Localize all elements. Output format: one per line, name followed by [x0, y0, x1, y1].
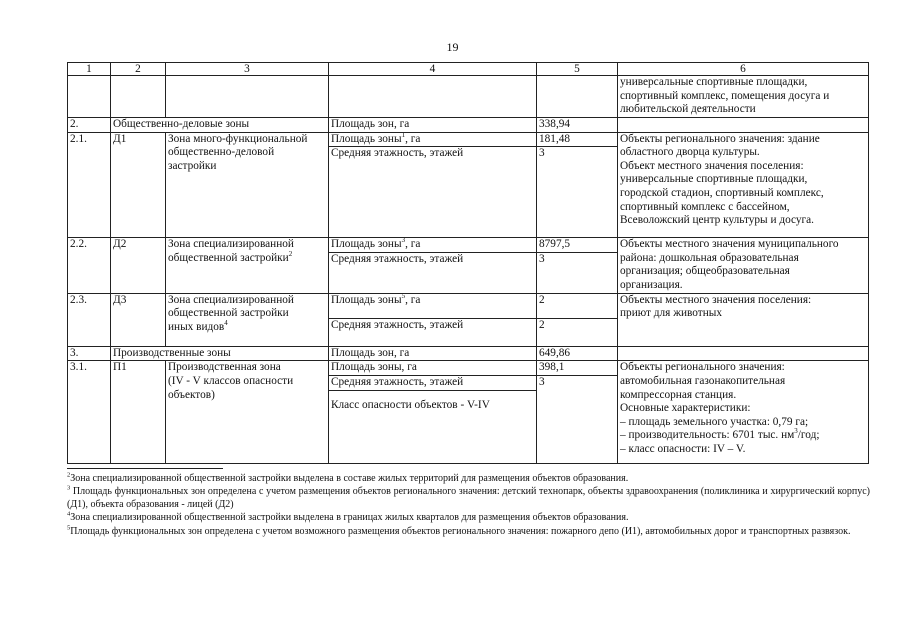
objects-line: Объекты местного значения муниципального: [620, 238, 839, 251]
objects-line: приют для животных: [620, 307, 723, 320]
footnote-mark: 5: [67, 524, 71, 532]
objects-cell: [618, 76, 869, 118]
param-cell: Площадь зоны, га: [329, 361, 537, 376]
name-text: иных видов: [168, 320, 225, 333]
objects-line: [620, 429, 866, 443]
zones-table: [67, 62, 869, 464]
param-cell: [329, 76, 537, 118]
objects-cell: [618, 361, 869, 463]
objects-line: района: дошкольная образовательная: [620, 251, 799, 264]
objects-cell: [618, 132, 869, 238]
footnote-mark: 4: [67, 510, 71, 518]
param-cell: Средняя этажность, этажей: [329, 147, 537, 238]
name-line: Зона специализированной: [168, 293, 294, 306]
param-cell: Средняя этажность, этажей: [329, 375, 537, 390]
section-title: Производственные зоны: [111, 346, 329, 361]
header-cell: 1: [68, 63, 111, 76]
num-cell: 3.1.: [68, 361, 111, 463]
objects-line: компрессорная станция.: [620, 388, 737, 401]
footnote-ref: 4: [224, 319, 228, 328]
name-line: общественно-деловой: [168, 146, 275, 159]
table-row: [68, 132, 869, 147]
value-cell: 398,1: [537, 361, 618, 376]
page-number: 19: [446, 40, 459, 54]
value-cell: 3: [537, 375, 618, 463]
footnote-ref: 2: [288, 250, 293, 259]
param-unit: , га: [405, 293, 421, 306]
name-cell: [166, 76, 329, 118]
objects-line: любительской деятельности: [620, 103, 756, 116]
section-title: Общественно-деловые зоны: [111, 118, 329, 133]
num-cell: 2.3.: [68, 293, 111, 346]
num-cell: [68, 76, 111, 118]
objects-cell: [618, 238, 869, 294]
footnote-mark: 2: [67, 471, 71, 479]
param-unit: , га: [405, 132, 421, 145]
value-cell: 2: [537, 319, 618, 347]
footnote: [67, 473, 870, 485]
name-line: (IV - V классов опасности: [168, 374, 294, 387]
objects-line: спортивный комплекс с бассейном,: [620, 200, 790, 213]
footnote: [67, 486, 870, 511]
footnote-text: Площадь функциональных зон определена с учетом размещения объектов регионального значения: детский технопарк, объекты здравоохранения (поликлиника и хирургический корпус) (Д1), объекта образования - лицей (Д2): [67, 486, 870, 510]
objects-text: /год;: [797, 429, 820, 442]
objects-line: областного дворца культуры.: [620, 146, 760, 159]
objects-line: Всеволожский центр культуры и досуга.: [620, 214, 815, 227]
param-cell: Площадь зон, га: [329, 346, 537, 361]
value-cell: 181,48: [537, 132, 618, 147]
table-row: [68, 361, 869, 376]
footnotes: [67, 473, 870, 539]
objects-line: Объект местного значения поселения:: [620, 159, 804, 172]
objects-line: Объекты местного значения поселения:: [620, 293, 812, 306]
footnote: [67, 512, 870, 524]
header-cell: 6: [618, 63, 869, 76]
name-cell: [166, 238, 329, 294]
code-cell: Д2: [111, 238, 166, 294]
objects-cell: [618, 346, 869, 361]
table-header-row: [68, 63, 869, 76]
value-cell: 2: [537, 293, 618, 318]
name-line: [168, 252, 326, 266]
footnote: [67, 526, 870, 538]
param-label: Площадь зоны: [331, 132, 402, 145]
param-cell: Средняя этажность, этажей: [329, 252, 537, 293]
param-cell: Площадь зон, га: [329, 118, 537, 133]
objects-cell: [618, 118, 869, 133]
objects-line: спортивный комплекс, помещения досуга и: [620, 89, 830, 102]
name-line: объектов): [168, 388, 215, 401]
name-line: Производственная зона: [168, 361, 281, 374]
code-cell: П1: [111, 361, 166, 463]
table-row: [68, 76, 869, 118]
param-cell: [329, 132, 537, 147]
name-cell: [166, 132, 329, 238]
footnote-ref: 3: [401, 237, 406, 245]
code-cell: Д1: [111, 132, 166, 238]
section-row: [68, 346, 869, 361]
param-label: Площадь зоны: [331, 238, 402, 251]
name-line: Зона специализированной: [168, 238, 294, 251]
name-line: Зона много-функциональной: [168, 132, 308, 145]
value-cell: 649,86: [537, 346, 618, 361]
footnote-text: Площадь функциональных зон определена с учетом возможного размещения объектов регионального значения: пожарного депо (И1), автомобильных дорог и транспортных развязок.: [70, 525, 851, 537]
superscript: 3: [794, 427, 798, 436]
num-cell: 3.: [68, 346, 111, 361]
name-text: общественной застройки: [168, 251, 289, 264]
num-cell: 2.: [68, 118, 111, 133]
header-cell: 3: [166, 63, 329, 76]
value-cell: 8797,5: [537, 238, 618, 253]
param-cell: [329, 293, 537, 318]
objects-line: – площадь земельного участка: 0,79 га;: [620, 415, 809, 428]
objects-line: автомобильная газонакопительная: [620, 374, 786, 387]
objects-line: – класс опасности: IV – V.: [620, 442, 746, 455]
footnote-divider: [67, 468, 223, 469]
footnote-ref: 5: [401, 293, 406, 301]
value-cell: 338,94: [537, 118, 618, 133]
num-cell: 2.2.: [68, 238, 111, 294]
param-label: Площадь зоны: [331, 293, 402, 306]
objects-line: Основные характеристики:: [620, 402, 751, 415]
footnote-ref: 1: [401, 132, 406, 139]
section-row: [68, 118, 869, 133]
code-cell: [111, 76, 166, 118]
param-cell: [329, 238, 537, 253]
table-row: [68, 238, 869, 253]
header-cell: 2: [111, 63, 166, 76]
value-cell: 3: [537, 147, 618, 238]
objects-line: универсальные спортивные площадки,: [620, 76, 808, 88]
num-cell: 2.1.: [68, 132, 111, 238]
value-cell: [537, 76, 618, 118]
name-line: [168, 321, 326, 335]
objects-cell: [618, 293, 869, 346]
objects-line: универсальные спортивные площадки,: [620, 173, 808, 186]
code-cell: Д3: [111, 293, 166, 346]
footnote-text: Зона специализированной общественной застройки выделена в границах жилых кварталов для размещения объектов образования.: [70, 512, 629, 524]
objects-line: организация.: [620, 278, 683, 291]
objects-text: – производительность: 6701 тыс. нм: [620, 429, 795, 442]
table-row: [68, 293, 869, 318]
footnote-text: Зона специализированной общественной застройки выделена в составе жилых территорий для размещения объектов образования.: [70, 473, 629, 484]
name-cell: [166, 361, 329, 463]
param-cell: Средняя этажность, этажей: [329, 319, 537, 347]
name-line: общественной застройки: [168, 307, 289, 320]
objects-line: Объекты регионального значения:: [620, 361, 785, 374]
param-unit: , га: [405, 238, 421, 251]
header-cell: 5: [537, 63, 618, 76]
name-cell: [166, 293, 329, 346]
value-cell: 3: [537, 252, 618, 293]
param-cell: Класс опасности объектов - V-IV: [329, 390, 537, 463]
header-cell: 4: [329, 63, 537, 76]
objects-line: городской стадион, спортивный комплекс,: [620, 186, 824, 199]
objects-line: Объекты регионального значения: здание: [620, 132, 820, 145]
objects-line: организация; общеобразовательная: [620, 265, 790, 278]
name-line: застройки: [168, 159, 217, 172]
footnote-mark: 3: [67, 485, 71, 493]
